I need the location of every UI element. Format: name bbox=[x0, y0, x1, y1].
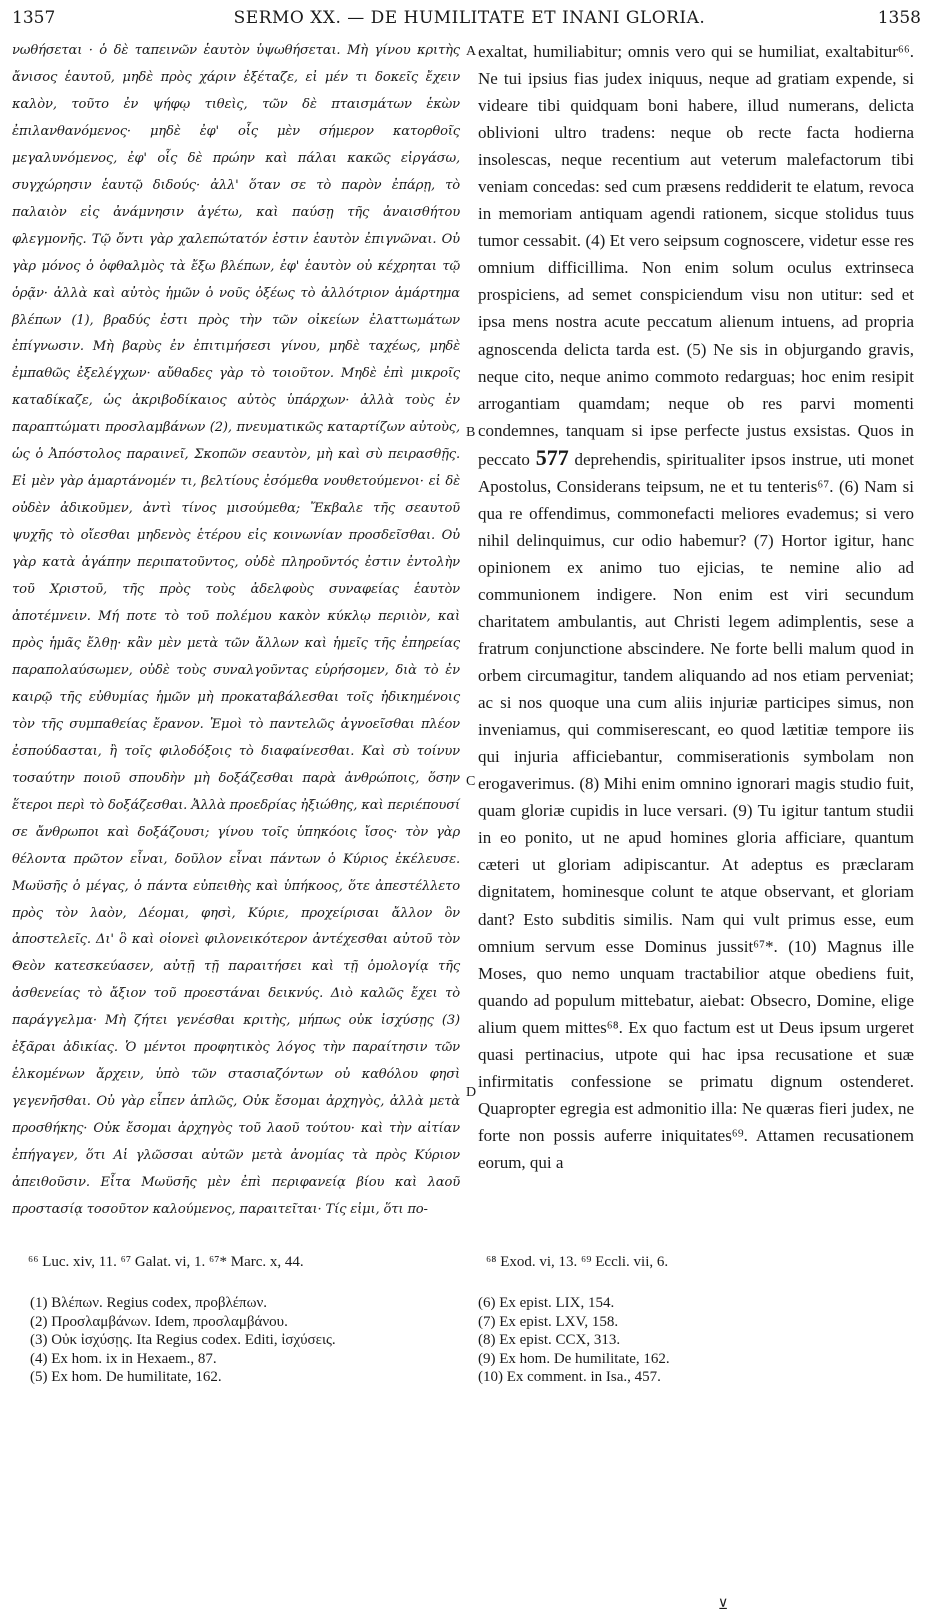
note-item: (8) Ex epist. CCX, 313. bbox=[478, 1332, 621, 1349]
latin-text bbox=[478, 38, 914, 1176]
note-item: (3) Οὐκ ἰσχύσῃς. Ita Regius codex. Editi, ἰσχύσεις. bbox=[30, 1332, 336, 1349]
notes-right bbox=[478, 1294, 898, 1387]
margin-letter-c: C bbox=[466, 774, 476, 789]
note-item: (9) Ex hom. De humilitate, 162. bbox=[478, 1350, 670, 1367]
note-item: (7) Ex epist. LXV, 158. bbox=[478, 1313, 619, 1330]
greek-text-column bbox=[12, 38, 460, 1224]
greek-text: νωθήσεται · ὁ δὲ ταπεινῶν ἑαυτὸν ὑψωθήσεται. Μὴ γίνου κριτὴς ἄνισος ἑαυτοῦ, μηδὲ πρὸς χάριν ἐξέταζε, εἰ μέν τι δοκεῖς ἔχειν καλὸν, τοῦτο ἐν ψήφῳ τιθεὶς, τῶν δὲ πταισμάτων ἑκὼν ἐπιλανθανόμενος· μηδὲ ἐφ' οἷς μὲν σήμερον κατορθοῖς μεγαλυνόμενος, ἐφ' οἷς δὲ πρώην καὶ πάλαι κακῶς εἰργάσω, συγχώρησιν ἑαυτῷ διδούς· ἀλλ' ὅταν σε τὸ παρὸν ἐπάρῃ, τὸ παλαιὸν εἰς ἀνάμνησιν ἀγέτω, καὶ παύσῃ τῆς ἀναισθήτου φλεγμονῆς. Τῷ ὄντι γὰρ χαλεπώτατόν ἐστιν ἑαυτὸν ἐπιγνῶναι. Οὐ γὰρ μόνος ὁ ὀφθαλμὸς τὰ ἔξω βλέπων, ἐφ' ἑαυτὸν οὐ κέχρηται τῷ ὁρᾷν· ἀλλὰ καὶ αὐτὸς ἡμῶν ὁ νοῦς ὀξέως τὸ ἀλλότριον ἁμάρτημα βλέπων (1), βραδύς ἐστι πρὸς τὴν τῶν οἰκείων ἐλαττωμάτων ἐπίγνωσιν. Μὴ βαρὺς ἐν ἐπιτιμήσεσι γίνου, μηδὲ ταχέως, μηδὲ ἐμπαθῶς ἐξελέγχων· αὔθαδες γὰρ τὸ τοιοῦτον. Μηδὲ ἐπὶ μικροῖς καταδίκαζε, ὡς ἀκριβοδίκαιος αὐτὸς ὑπάρχων· ἀλλὰ τοὺς ἐν παραπτώματι προσλαμβάνων (2), πνευματικῶς καταρτίζων αὐτοὺς, ὡς ὁ Ἀπόστολος παραινεῖ, Σκοπῶν σεαυτὸν, μὴ καὶ σὺ πειρασθῇς. Εἰ μὲν γὰρ ἁμαρτάνομέν τι, βελτίους ἐσόμεθα νουθετούμενοι· εἰ δὲ οὐδὲν ἀδικοῦμεν, ἀντὶ τίνος μισούμεθα; Ἔκβαλε τῆς σεαυτοῦ ψυχῆς τὸ οἴεσθαι μηδενὸς ἑτέρου εἰς κοινωνίαν προσδεῖσθαι. Οὐ γὰρ κατὰ ἀγάπην περιπατοῦντος, οὐδὲ πληροῦντός ἐστιν ἐντολὴν τοῦ Χριστοῦ, τῆς πρὸς τοὺς ἀδελφοὺς συναφείας ἑαυτὸν ἀποτέμνειν. Μή ποτε τὸ τοῦ πολέμου κακὸν κύκλῳ περιιὸν, καὶ πρὸς ἡμᾶς ἔλθῃ· κἂν μὲν μετὰ τῶν ἄλλων καὶ ἡμεῖς τῆς ἐπηρείας παραπολαύσωμεν, οὐδὲ τοὺς συναλγοῦντας εὑρήσομεν, διὰ τὸ ἐν καιρῷ τῆς εὐθυμίας ἡμῶν μὴ προκαταβάλεσθαι τοῖς ἠδικημένοις τὸν τῆς συμπαθείας ἔρανον. Ἐμοὶ τὸ παντελῶς ἀγνοεῖσθαι πλέον ἐσπούδασται, ἢ τοῖς φιλοδόξοις τὸ διαφαίνεσθαι. Καὶ σὺ τοίνυν τοσαύτην ποιοῦ σπουδὴν μὴ δοξάζεσθαι παρὰ ἀνθρώποις, ὅσην ἕτεροι περὶ τὸ δοξάζεσθαι. Ἀλλὰ προεδρίας ἠξιώθης, καὶ περιέπουσί σε ἄνθρωποι καὶ δοξάζουσι; γίνου τοῖς ὑπηκόοις ἴσος· τὸν γὰρ θέλοντα πρῶτον εἶναι, δοῦλον εἶναι πάντων ὁ Κύριος ἐκέλευσε. Μωϋσῆς ὁ μέγας, ὁ πάντα εὐπειθὴς καὶ ὑπήκοος, ὅτε ἀπεστέλλετο πρὸς τὸν λαὸν, Δέομαι, φησὶ, Κύριε, προχείρισαι ἄλλον ὃν ἀποστελεῖς. Δι' ὃ καὶ οἱονεὶ φιλονεικότερον ἀντέχεσθαι αὐτοῦ τὸν Θεὸν κατεσκεύασεν, αὐτῇ τῇ παραιτήσει καὶ τῇ ὁμολογίᾳ τῆς ἀσθενείας τὸ ἄξιον τοῦ προεστάναι δεικνύς. Διὸ καλῶς ἔχει τὸ παράγγελμα· Μὴ ζήτει γενέσθαι κριτὴς, μήπως οὐκ ἰσχύσῃς (3) ἐξᾶραι ἀδικίας. Ὁ μέντοι προφητικὸς λόγος τὴν παραίτησιν τῶν ἑλκομένων ἄρχειν, ὑπὸ τῶν στασιαζόντων οὐ καθόλου φησὶ γεγενῆσθαι. Οὐ γὰρ εἶπεν ἁπλῶς, Οὐκ ἔσομαι ἀρχηγὸς, ἀλλὰ μετὰ προσθήκης· Οὐκ ἔσομαι ἀρχηγὸς τοῦ λαοῦ τούτου· καὶ τὴν αἰτίαν ἐπήγαγεν, ὅτι Αἱ γλῶσσαι αὐτῶν μετὰ ἀνομίας τὰ πρὸς Κύριον ἀπειθοῦσιν. Εἶτα Μωϋσῆς μὲν ἐπὶ περιφανείᾳ βίου καὶ λαοῦ προστασίᾳ τοσοῦτον καλούμενος, παραιτεῖται· Τίς εἰμι, ὅτι πο- bbox=[12, 43, 460, 1217]
notes-left bbox=[30, 1294, 450, 1387]
column-number: 577 bbox=[535, 444, 569, 470]
margin-letter-b: B bbox=[466, 425, 476, 440]
margin-letter-a: A bbox=[466, 44, 477, 59]
scripture-refs-right: ⁶⁸ Exod. vi, 13. ⁶⁹ Eccli. vii, 6. bbox=[486, 1254, 669, 1270]
note-item: (5) Ex hom. De humilitate, 162. bbox=[30, 1369, 222, 1386]
latin-text-column bbox=[478, 38, 914, 1176]
note-item: (6) Ex epist. LIX, 154. bbox=[478, 1295, 615, 1311]
page-number-right: 1358 bbox=[877, 8, 921, 28]
note-item: (10) Ex comment. in Isa., 457. bbox=[478, 1369, 661, 1386]
scripture-refs-left: ⁶⁶ Luc. xiv, 11. ⁶⁷ Galat. vi, 1. ⁶⁷* Marc. x, 44. bbox=[28, 1254, 304, 1270]
latin-text-part2: deprehendis, spiritualiter ipsos instrue, uti monet Apostolus, Considerans teipsum, ne et tu tenteris⁶⁷. (6) Nam si qua re offendimus, commonefacti meliores evademus; si vero nihil delinquimus, cur odio habemur? (7) Hortor igitur, hanc opinionem ex animo tuo ejicias, te nemine alio ad communionem indigere. Non enim est viri secundum charitatem ambulantis, aut Christi legem adimplentis, sese a fratrum conjunctione abscindere. Ne forte belli malum quod in orbem circumagitur, tandem aliquando ad nos etiam perveniat; ac si nos quoque una cum aliis injuriæ participes simus, non inveniamus, qui commiserescant, eo quod lætitiæ tempore iis qui injuria afficiebantur, commiserationis symbolam non erogaverimus. (8) Mihi enim omnino ignorari magis studio fuit, quam gloriæ cupidis in luce versari. (9) Tu igitur tantum studii in eo ponito, ut ne apud homines gloria afficiare, quantum cæteri ut gloriam adipiscantur. At adeptus es præclaram dignitatem, hominesque colunt te atque observant, et gloriam dant? Esto subditis similis. Nam qui vult primus esse, eum omnium servum esse Dominus jussit⁶⁷*. (10) Magnus ille Moses, quo nemo unquam tractabilior atque obediens fuit, quando ad populum mittebatur, aiebat: Obsecro, Domine, elige alium quem mittes⁶⁸. Ex quo factum est ut Deus ipsum urgeret quasi pertinacius, utpote qui hac ipsa recusatione et suæ infirmitatis confessione se primatu dignum ostenderet. Quapropter egregia est admonitio illa: Ne quæras fieri judex, ne forte non possis auferre iniquitates⁶⁹. Attamen recusationem eorum, qui a bbox=[478, 449, 915, 1172]
page-number-left: 1357 bbox=[12, 8, 56, 28]
latin-text-part1: exaltat, humiliabitur; omnis vero qui se humiliat, exaltabitur⁶⁶. Ne tui ipsius fias judex iniquus, neque ad gratiam expende, si videare tibi quidquam boni habere, illud numerans, delicta oblivioni ultro tradens: neque ob recte facta hodierna insolescas, neque recentium aut veterum malefactorum tibi veniam concedas: sed cum præsens reddiderit te elatum, revoca in memoriam antiquam agendi rationem, sicque stolidus tuus tumor cessabit. (4) Et vero seipsum cognoscere, videtur esse res omnium difficillima. Non enim solum oculus extrinseca prospiciens, ad semet conspiciendum visu non utitur: sed et ipsa mens nostra acute peccatum alienum intuens, ad propria agnoscenda delicta tarda est. (5) Ne sis in objurgando gravis, neque cito, neque animo commoto redarguas; hoc enim resipit arrogantiam quamdam; neque ob res parvi momenti condemnes, tanquam si ipse perfecte justus exsistas. Quos in peccato bbox=[478, 42, 914, 469]
note-item: (4) Ex hom. ix in Hexaem., 87. bbox=[30, 1350, 217, 1367]
note-item: (2) Προσλαμβάνων. Idem, προσλαμβάνου. bbox=[30, 1313, 288, 1330]
running-title: SERMO XX. — DE HUMILITATE ET INANI GLORIA. bbox=[233, 8, 706, 28]
note-item: (1) Βλέπων. Regius codex, προβλέπων. bbox=[30, 1295, 268, 1311]
printer-mark: ⊻ bbox=[718, 1597, 729, 1613]
margin-letter-d: D bbox=[466, 1085, 477, 1100]
page-header bbox=[0, 0, 939, 30]
